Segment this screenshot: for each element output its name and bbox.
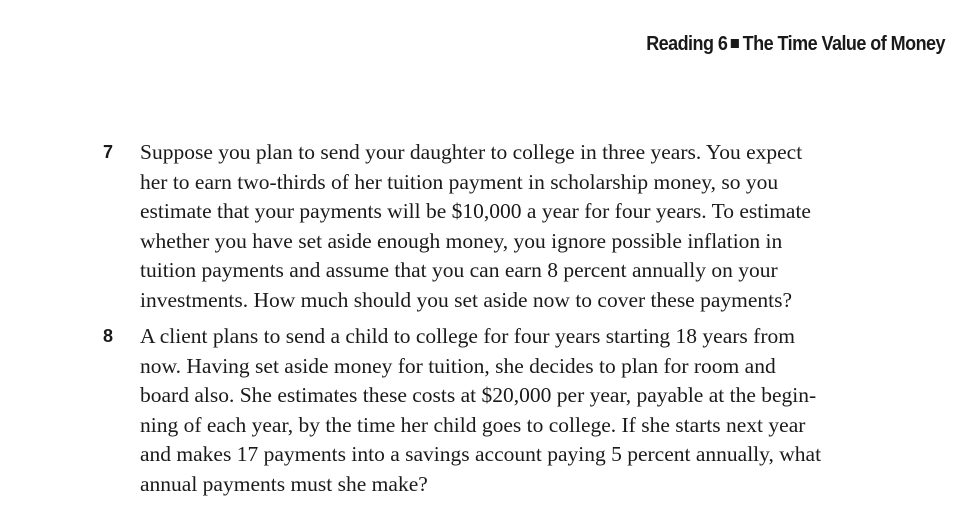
problem-8 xyxy=(103,322,943,499)
text-line: tuition payments and assume that you can earn 8 percent annually on your xyxy=(140,258,778,282)
problem-7 xyxy=(103,138,943,315)
text-line: estimate that your payments will be $10,000 a year for four years. To estimate xyxy=(140,199,811,223)
text-line: board also. She estimates these costs at $20,000 per year, payable at the begin- xyxy=(140,383,817,407)
problem-text xyxy=(140,322,943,499)
square-separator-icon xyxy=(731,39,739,48)
running-header xyxy=(646,33,945,56)
problem-number: 7 xyxy=(103,142,114,162)
problem-number: 8 xyxy=(103,326,114,346)
text-line: A client plans to send a child to college for four years starting 18 years from xyxy=(140,324,795,348)
problem-text xyxy=(140,138,943,315)
chapter-title: The Time Value of Money xyxy=(742,33,945,55)
text-line: now. Having set aside money for tuition, she decides to plan for room and xyxy=(140,353,776,378)
text-line: and makes 17 payments into a savings account paying 5 percent annually, what xyxy=(140,442,822,466)
reading-label: Reading 6 xyxy=(646,33,728,55)
text-line: her to earn two-thirds of her tuition payment in scholarship money, so you xyxy=(140,169,779,194)
text-line: investments. How much should you set aside now to cover these payments? xyxy=(140,287,793,312)
text-line: ning of each year, by the time her child goes to college. If she starts next year xyxy=(140,412,806,437)
text-line: whether you have set aside enough money, you ignore possible inflation in xyxy=(140,228,783,253)
text-line: annual payments must she make? xyxy=(140,471,428,496)
text-line: Suppose you plan to send your daughter to college in three years. You expect xyxy=(140,140,803,164)
problem-list xyxy=(103,138,943,506)
